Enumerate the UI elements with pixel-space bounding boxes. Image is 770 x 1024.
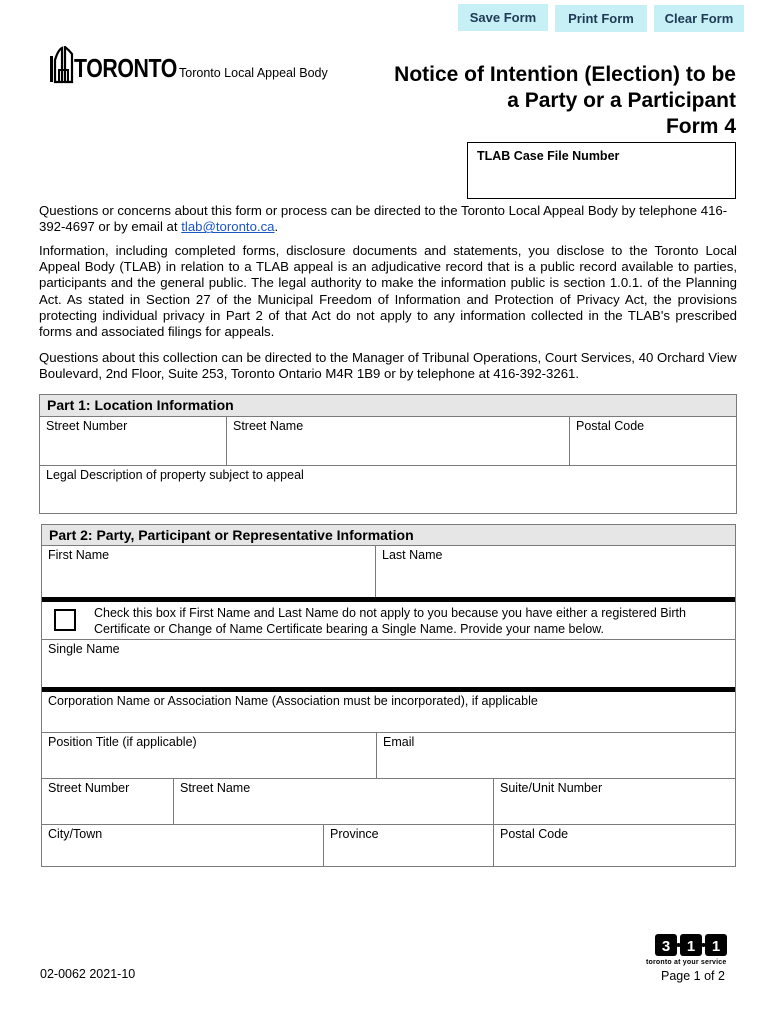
suite-unit-label: Suite/Unit Number: [500, 781, 603, 795]
street-name-label: Street Name: [233, 419, 304, 433]
311-badge-icon: [655, 934, 727, 962]
clear-form-button[interactable]: Clear Form: [654, 5, 744, 32]
last-name-field[interactable]: [376, 546, 735, 597]
street-number-field[interactable]: [40, 417, 227, 466]
toronto-logo-text: TORONTO: [74, 53, 177, 83]
single-name-checkbox[interactable]: [54, 609, 76, 631]
first-name-label: First Name: [48, 548, 110, 562]
corporation-name-label: Corporation Name or Association Name (Association must be incorporated), if applicable: [48, 694, 538, 708]
first-name-field[interactable]: [42, 546, 376, 597]
single-name-field[interactable]: [42, 639, 735, 687]
city-field[interactable]: [42, 825, 324, 866]
part2-heading: Part 2: Party, Participant or Representative Information: [42, 525, 735, 546]
p2-street-number-label: Street Number: [48, 781, 130, 795]
contact-paragraph: [39, 203, 737, 235]
contact-text-end: .: [274, 219, 279, 235]
postal-code-label: Postal Code: [576, 419, 645, 433]
p2-postal-code-field[interactable]: [494, 825, 735, 866]
save-form-button[interactable]: Save Form: [458, 4, 548, 31]
page-number: Page 1 of 2: [661, 969, 725, 983]
p2-street-name-label: Street Name: [180, 781, 251, 795]
position-title-label: Position Title (if applicable): [48, 735, 197, 749]
position-title-field[interactable]: [42, 733, 377, 779]
title-line-2: a Party or a Participant: [507, 89, 736, 112]
part1-location-section: [39, 394, 737, 514]
province-label: Province: [330, 827, 379, 841]
street-name-field[interactable]: [227, 417, 570, 466]
street-number-label: Street Number: [46, 419, 128, 433]
email-label: Email: [383, 735, 415, 749]
p2-street-number-field[interactable]: [42, 779, 174, 825]
part1-heading: Part 1: Location Information: [40, 395, 736, 417]
legal-description-label: Legal Description of property subject to appeal: [46, 468, 304, 482]
badge-digit-3: 1: [711, 938, 721, 955]
province-field[interactable]: [324, 825, 494, 866]
agency-name: Toronto Local Appeal Body: [179, 66, 328, 80]
city-label: City/Town: [48, 827, 103, 841]
single-name-label: Single Name: [48, 642, 120, 656]
last-name-label: Last Name: [382, 548, 443, 562]
case-file-number-field[interactable]: [467, 142, 736, 199]
badge-digit-2: 1: [686, 938, 696, 955]
collection-paragraph: Questions about this collection can be directed to the Manager of Tribunal Operations, Court Services, 40 Orchard View Boulevard, 2nd Floor, Suite 253, Toronto Ontario M4R 1B9 or by telephone at 416-392-3261.: [39, 350, 737, 382]
form-code: 02-0062 2021-10: [40, 967, 136, 981]
p2-street-name-field[interactable]: [174, 779, 494, 825]
badge-tagline: toronto at your service: [646, 959, 727, 966]
title-line-1: Notice of Intention (Election) to be: [394, 63, 736, 86]
contact-text: Questions or concerns about this form or process can be directed to the Toronto Local Appeal Body by telephone 416-392-4697 or by email at: [39, 203, 728, 235]
case-file-number-label: TLAB Case File Number: [477, 149, 620, 163]
email-link[interactable]: tlab@toronto.ca: [181, 219, 275, 235]
print-form-button[interactable]: Print Form: [555, 5, 647, 32]
email-field[interactable]: [377, 733, 735, 779]
privacy-paragraph: Information, including completed forms, disclosure documents and statements, you disclose to the Toronto Local Appeal Body (TLAB) in relation to a TLAB appeal is an adjudicative record that is a public record available to parties, participants and the general public. The legal authority to make the information public is section 1.0.1. of the Planning Act. As stated in Section 27 of the Municipal Freedom of Information and Protection of Privacy Act, the provisions protecting individual privacy in Part 2 of that Act do not apply to any information collected in the TLAB's prescribed forms and associated filings for appeals.: [39, 243, 737, 340]
legal-description-field[interactable]: [40, 466, 736, 513]
part2-party-section: [41, 524, 736, 867]
postal-code-field[interactable]: [570, 417, 736, 466]
section-divider: [42, 597, 735, 602]
title-line-3: Form 4: [665, 115, 736, 138]
suite-unit-field[interactable]: [494, 779, 735, 825]
corporation-name-field[interactable]: [42, 692, 735, 733]
p2-postal-code-label: Postal Code: [500, 827, 569, 841]
form-title: [394, 62, 736, 140]
single-name-instructions: Check this box if First Name and Last Name do not apply to you because you have either a registered Birth Certificate or Change of Name Certificate bearing a Single Name. Provide your name below.: [94, 606, 686, 636]
badge-digit-1: 3: [661, 938, 671, 955]
